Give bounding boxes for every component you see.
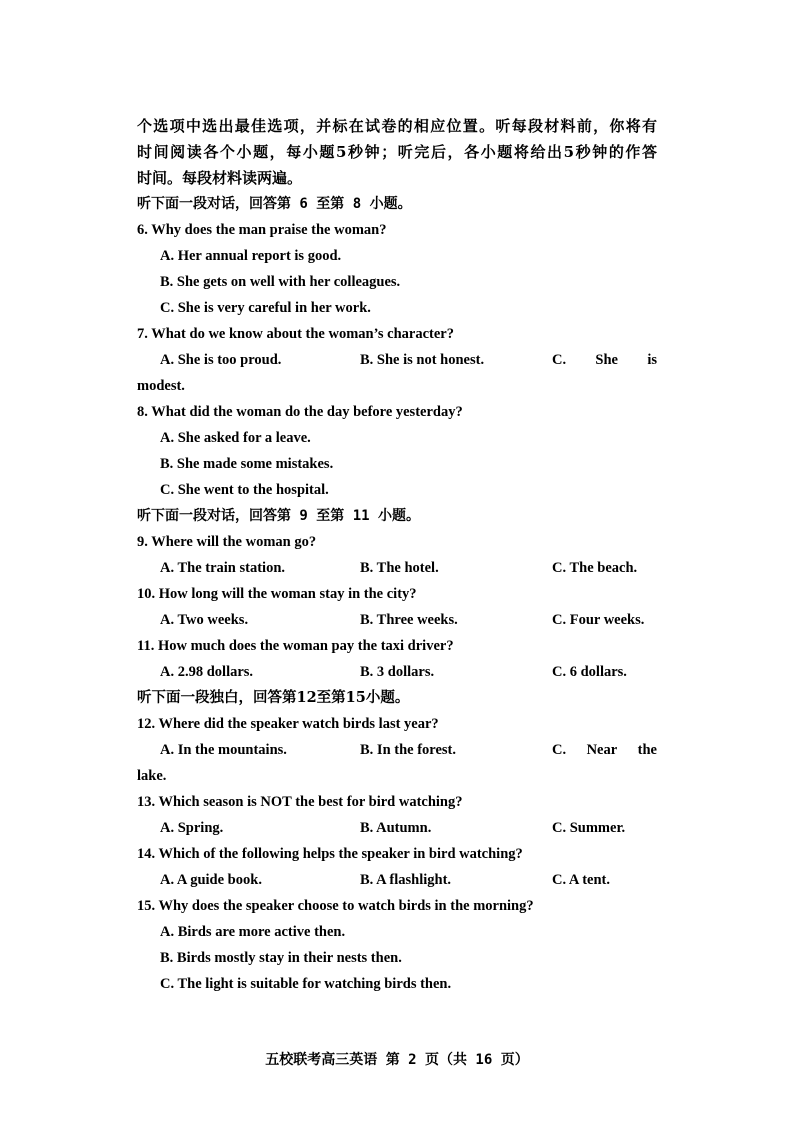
option-b: B. The hotel. (360, 560, 439, 576)
question-11 (137, 633, 657, 685)
options-row (137, 555, 657, 581)
question-stem: 6. Why does the man praise the woman? (137, 222, 387, 238)
option-b: B. She made some mistakes. (160, 456, 334, 472)
section-heading: 听下面一段独白，回答第12至第15小题。 (137, 689, 410, 706)
option-b: B. 3 dollars. (360, 664, 435, 680)
option-a: A. Birds are more active then. (160, 924, 346, 940)
option-b: B. Three weeks. (360, 612, 458, 628)
option-c-word: the (637, 742, 657, 758)
question-stem: 11. How much does the woman pay the taxi driver? (137, 638, 454, 654)
option-b: B. A flashlight. (360, 872, 452, 888)
option-c: C. 6 dollars. (552, 664, 627, 680)
question-8 (137, 399, 657, 503)
question-13 (137, 789, 657, 841)
question-9 (137, 529, 657, 581)
option-c-word: Near (586, 742, 618, 758)
options-row (137, 737, 657, 763)
option-c-word: She (595, 352, 618, 368)
option-c (552, 347, 657, 373)
question-6 (137, 217, 657, 321)
option-c-letter: C. (552, 742, 567, 758)
option-c: C. She is very careful in her work. (160, 300, 371, 316)
section-heading: 听下面一段对话，回答第 9 至第 11 小题。 (137, 508, 420, 524)
question-12 (137, 711, 657, 789)
options-row (137, 607, 657, 633)
option-a: A. In the mountains. (160, 742, 287, 758)
question-stem: 15. Why does the speaker choose to watch birds in the morning? (137, 898, 534, 914)
question-10 (137, 581, 657, 633)
option-a: A. Spring. (160, 820, 224, 836)
option-c: C. Four weeks. (552, 612, 645, 628)
option-a: A. Two weeks. (160, 612, 249, 628)
options-row (137, 659, 657, 685)
option-a: A. 2.98 dollars. (160, 664, 254, 680)
question-stem: 13. Which season is NOT the best for bird watching? (137, 794, 463, 810)
option-c-continuation: lake. (137, 768, 167, 784)
question-14 (137, 841, 657, 893)
question-stem: 7. What do we know about the woman’s character? (137, 326, 454, 342)
option-c: C. Summer. (552, 820, 626, 836)
option-c: C. The beach. (552, 560, 638, 576)
option-b: B. She gets on well with her colleagues. (160, 274, 401, 290)
option-b: B. Birds mostly stay in their nests then. (160, 950, 402, 966)
option-b: B. Autumn. (360, 820, 432, 836)
question-stem: 10. How long will the woman stay in the city? (137, 586, 417, 602)
question-stem: 8. What did the woman do the day before yesterday? (137, 404, 463, 420)
question-stem: 14. Which of the following helps the speaker in bird watching? (137, 846, 523, 862)
section-heading: 听下面一段对话，回答第 6 至第 8 小题。 (137, 196, 412, 212)
page-content (137, 113, 657, 997)
question-stem: 9. Where will the woman go? (137, 534, 317, 550)
option-b: B. In the forest. (360, 742, 456, 758)
intro-line: 个选项中选出最佳选项，并标在试卷的相应位置。听每段材料前，你将有 (137, 117, 657, 135)
page-footer: 五校联考高三英语 第 2 页（共 16 页） (265, 1052, 529, 1068)
options-row (137, 815, 657, 841)
intro-line: 时间阅读各个小题，每小题5秒钟；听完后，各小题将给出5秒钟的作答 (137, 143, 657, 161)
options-row (137, 347, 657, 373)
option-a: A. A guide book. (160, 872, 262, 888)
question-7 (137, 321, 657, 399)
option-a: A. Her annual report is good. (160, 248, 342, 264)
intro-line: 时间。每段材料读两遍。 (137, 169, 303, 187)
option-c: C. A tent. (552, 872, 610, 888)
option-c-letter: C. (552, 352, 567, 368)
option-c-word: is (647, 352, 657, 368)
option-c: C. The light is suitable for watching birds then. (160, 976, 452, 992)
option-a: A. The train station. (160, 560, 286, 576)
question-stem: 12. Where did the speaker watch birds last year? (137, 716, 439, 732)
option-b: B. She is not honest. (360, 352, 485, 368)
option-a: A. She asked for a leave. (160, 430, 311, 446)
option-c-continuation: modest. (137, 378, 185, 394)
option-c (552, 737, 657, 763)
option-a: A. She is too proud. (160, 352, 282, 368)
question-15 (137, 893, 657, 997)
option-c: C. She went to the hospital. (160, 482, 329, 498)
options-row (137, 867, 657, 893)
